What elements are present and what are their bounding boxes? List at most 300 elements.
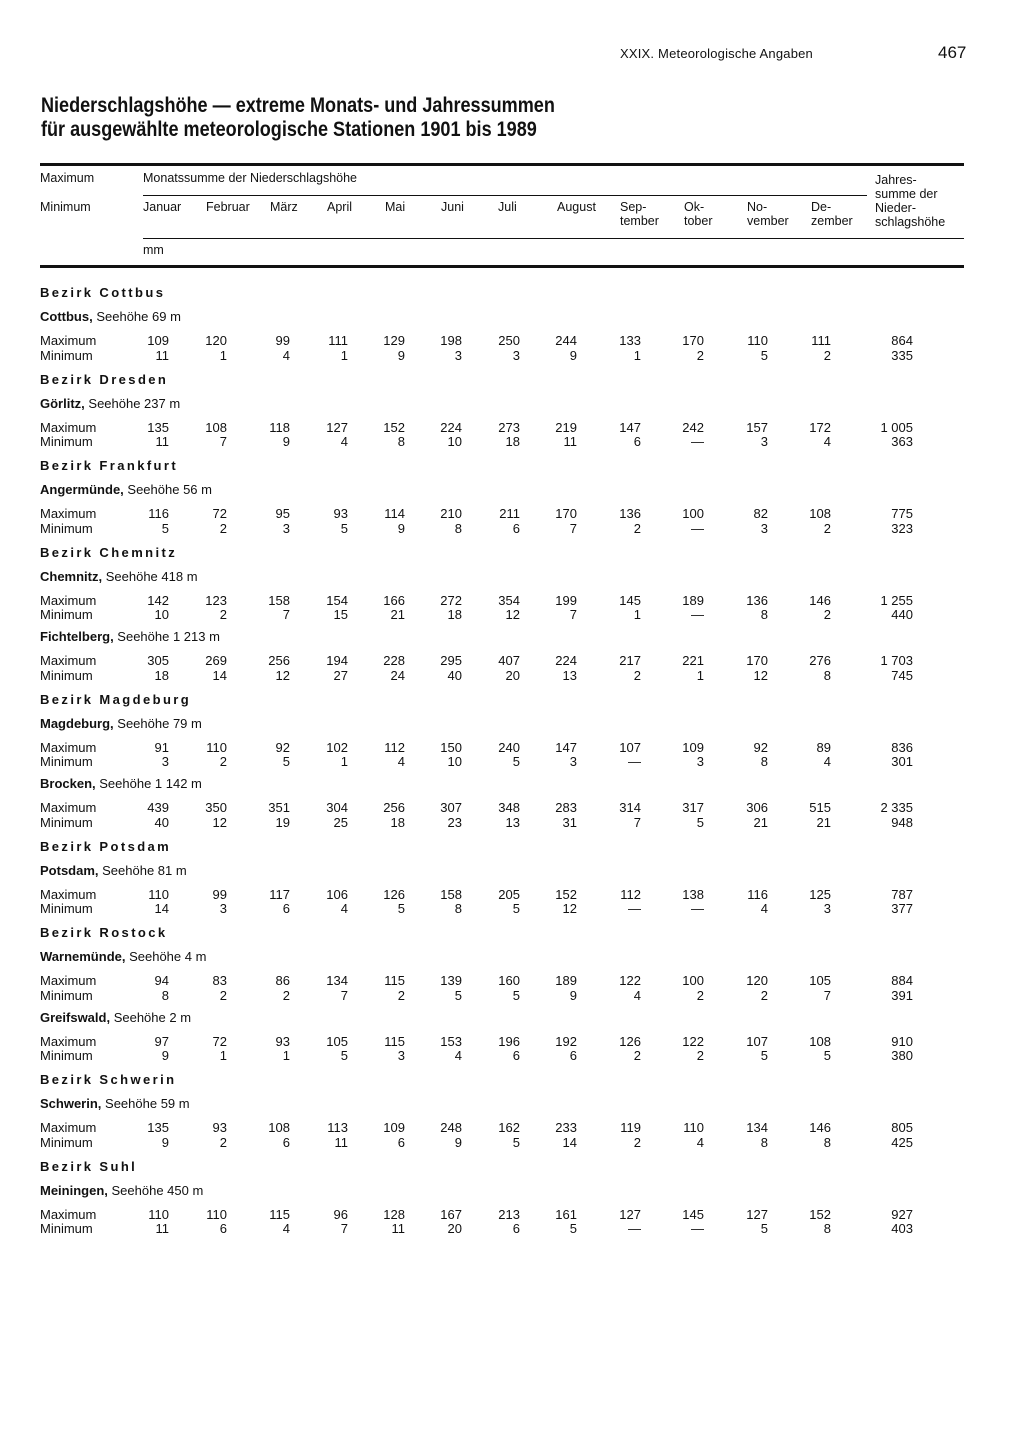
month-header: Juni	[441, 200, 464, 214]
table-cell: 100	[682, 506, 704, 521]
station-heading	[40, 863, 187, 878]
row-label: Maximum	[40, 739, 97, 755]
table-cell: 109	[383, 1120, 405, 1135]
table-cell: 14	[562, 1134, 577, 1150]
table-cell: 4	[340, 901, 348, 916]
table-cell: 72	[212, 1033, 227, 1049]
table-cell: 910	[891, 1033, 913, 1049]
table-cell: 425	[891, 1134, 913, 1150]
table-cell: 1	[219, 347, 227, 363]
table-cell: 5	[760, 347, 768, 363]
table-cell: 109	[147, 333, 169, 348]
table-cell: 93	[275, 1033, 290, 1049]
table-cell: 2	[282, 987, 290, 1003]
month-header: Februar	[206, 200, 250, 214]
row-label: Maximum	[40, 653, 97, 668]
table-cell: 15	[333, 607, 348, 622]
table-cell: 224	[440, 419, 462, 435]
table-row-minimum	[0, 1048, 1024, 1063]
table-cell: 5	[161, 520, 169, 536]
table-cell: 127	[326, 419, 348, 435]
table-cell: 2	[219, 754, 227, 769]
table-cell: 211	[499, 506, 520, 521]
table-cell: 3	[760, 520, 768, 536]
table-cell: 2	[696, 347, 704, 363]
table-cell: 7	[633, 814, 641, 830]
table-cell: 95	[275, 506, 290, 521]
table-cell: 8	[823, 1134, 831, 1150]
table-cell: 145	[682, 1206, 704, 1222]
table-cell: 136	[746, 592, 768, 608]
table-cell: 210	[440, 506, 462, 521]
table-row-minimum	[0, 607, 1024, 622]
month-header: Juli	[498, 200, 517, 214]
table-cell: 3	[823, 901, 831, 916]
table-cell: 108	[205, 419, 227, 435]
table-cell: 150	[440, 739, 462, 755]
station-elevation: Seehöhe 81 m	[98, 862, 187, 878]
table-cell: 5	[823, 1048, 831, 1063]
table-cell: 5	[760, 1048, 768, 1063]
table-cell: 3	[696, 754, 704, 769]
month-header-line2: zember	[811, 214, 853, 228]
table-cell: 2	[760, 987, 768, 1003]
table-cell: 787	[891, 886, 913, 902]
header-annual-4: schlagshöhe	[875, 215, 946, 229]
table-cell: 142	[147, 592, 169, 608]
table-cell: 403	[891, 1221, 913, 1236]
table-cell: 864	[891, 333, 913, 348]
station-name: Schwerin,	[40, 1096, 102, 1111]
table-cell: 515	[809, 800, 831, 815]
table-cell: 8	[454, 520, 462, 536]
table-cell: —	[628, 754, 641, 769]
station-heading	[40, 629, 220, 644]
table-row-minimum	[0, 348, 1024, 363]
table-cell: 3	[397, 1048, 405, 1063]
table-cell: 3	[512, 347, 520, 363]
station-elevation: Seehöhe 2 m	[110, 1009, 192, 1025]
station-heading	[40, 949, 206, 964]
row-label: Maximum	[40, 592, 97, 608]
station-elevation: Seehöhe 1 213 m	[113, 629, 220, 644]
table-cell: 146	[809, 592, 831, 608]
table-cell: —	[691, 434, 704, 449]
table-cell: 107	[619, 739, 641, 755]
table-cell: 9	[161, 1134, 169, 1150]
table-cell: 884	[891, 973, 913, 988]
table-cell: 106	[326, 886, 348, 902]
table-cell: 3	[219, 901, 227, 916]
table-cell: 194	[326, 653, 348, 668]
station-elevation: Seehöhe 79 m	[113, 715, 202, 731]
row-label: Minimum	[40, 1221, 93, 1236]
table-cell: 11	[563, 434, 577, 449]
table-row-minimum	[0, 1221, 1024, 1236]
table-cell: 2	[219, 987, 227, 1003]
table-cell: 2	[397, 987, 405, 1003]
table-cell: 7	[340, 987, 348, 1003]
station-heading	[40, 309, 181, 324]
table-cell: 8	[397, 434, 405, 449]
table-cell: 7	[569, 607, 577, 622]
row-label: Maximum	[40, 886, 97, 902]
table-cell: 4	[282, 1221, 290, 1236]
station-elevation: Seehöhe 59 m	[101, 1096, 190, 1111]
table-cell: 18	[154, 667, 169, 683]
table-row-maximum	[0, 887, 1024, 902]
table-cell: 189	[682, 592, 704, 608]
month-header: Ok-	[684, 200, 705, 214]
table-cell: 12	[753, 667, 768, 683]
table-cell: 11	[155, 347, 169, 363]
table-cell: 5	[397, 901, 405, 916]
station-name: Cottbus,	[40, 309, 93, 324]
month-header: No-	[747, 200, 768, 214]
table-cell: 14	[154, 901, 169, 916]
table-row-minimum	[0, 668, 1024, 683]
table-cell: 11	[155, 1221, 169, 1236]
table-cell: 170	[746, 653, 768, 668]
table-cell: 805	[891, 1120, 913, 1135]
table-cell: 105	[326, 1033, 348, 1049]
table-cell: 118	[269, 419, 290, 435]
table-cell: 11	[391, 1221, 405, 1236]
row-label: Minimum	[40, 1134, 93, 1150]
table-cell: 116	[747, 886, 768, 902]
table-cell: 5	[512, 754, 520, 769]
table-cell: 9	[161, 1048, 169, 1063]
table-cell: 1	[340, 347, 348, 363]
table-cell: 110	[148, 886, 169, 902]
table-row-maximum	[0, 593, 1024, 608]
table-cell: 154	[326, 592, 348, 608]
table-cell: 3	[454, 347, 462, 363]
header-bottom-rule	[40, 265, 964, 268]
table-cell: 228	[383, 653, 405, 668]
table-cell: 12	[275, 667, 290, 683]
table-cell: —	[691, 520, 704, 536]
table-cell: 111	[328, 333, 348, 348]
table-cell: 348	[498, 800, 520, 815]
row-label: Maximum	[40, 973, 97, 988]
table-cell: 273	[498, 419, 520, 435]
table-cell: 363	[891, 434, 913, 449]
row-label: Minimum	[40, 814, 93, 830]
table-cell: 108	[809, 1033, 831, 1049]
table-cell: 23	[447, 814, 462, 830]
table-cell: 93	[333, 506, 348, 521]
table-cell: 2	[633, 1134, 641, 1150]
table-cell: 107	[746, 1033, 768, 1049]
table-cell: 5	[340, 1048, 348, 1063]
table-cell: 157	[746, 419, 768, 435]
table-row-maximum	[0, 420, 1024, 435]
table-cell: 314	[619, 800, 641, 815]
table-row-maximum	[0, 506, 1024, 521]
table-cell: 244	[555, 333, 577, 348]
station-heading	[40, 569, 198, 584]
table-cell: 6	[219, 1221, 227, 1236]
table-cell: 111	[811, 333, 831, 348]
table-cell: 1	[633, 347, 641, 363]
row-label: Minimum	[40, 901, 93, 916]
table-cell: 120	[205, 333, 227, 348]
table-cell: 4	[760, 901, 768, 916]
table-cell: 110	[747, 333, 768, 348]
table-cell: 99	[275, 333, 290, 348]
table-cell: 7	[282, 607, 290, 622]
table-cell: 12	[505, 607, 520, 622]
table-cell: 4	[633, 987, 641, 1003]
table-cell: 248	[440, 1120, 462, 1135]
table-cell: 351	[268, 800, 290, 815]
table-cell: 4	[340, 434, 348, 449]
table-cell: 3	[282, 520, 290, 536]
table-cell: —	[691, 1221, 704, 1236]
table-cell: 8	[760, 754, 768, 769]
table-cell: 123	[205, 592, 227, 608]
table-cell: 5	[512, 1134, 520, 1150]
station-name: Meiningen,	[40, 1182, 108, 1198]
table-cell: 1 255	[880, 592, 913, 608]
table-cell: 110	[206, 739, 227, 755]
table-cell: 109	[682, 739, 704, 755]
row-label: Maximum	[40, 800, 97, 815]
table-cell: 12	[562, 901, 577, 916]
row-label: Minimum	[40, 1048, 93, 1063]
table-cell: 307	[440, 800, 462, 815]
table-cell: 8	[823, 1221, 831, 1236]
table-cell: 89	[816, 739, 831, 755]
table-cell: 5	[696, 814, 704, 830]
table-cell: 110	[206, 1206, 227, 1222]
table-cell: 439	[147, 800, 169, 815]
table-cell: 25	[333, 814, 348, 830]
table-cell: 119	[620, 1120, 641, 1135]
table-cell: 5	[282, 754, 290, 769]
table-cell: 2	[633, 1048, 641, 1063]
table-cell: 122	[682, 1033, 704, 1049]
table-cell: 1 703	[880, 653, 913, 668]
table-cell: 134	[746, 1120, 768, 1135]
table-cell: 112	[384, 739, 405, 755]
table-cell: 295	[440, 653, 462, 668]
table-cell: 102	[326, 739, 348, 755]
table-cell: 6	[569, 1048, 577, 1063]
table-cell: 5	[760, 1221, 768, 1236]
table-cell: 122	[619, 973, 641, 988]
station-name: Greifswald,	[40, 1009, 111, 1025]
table-cell: 9	[282, 434, 290, 449]
table-cell: 272	[440, 592, 462, 608]
table-cell: 10	[154, 607, 169, 622]
table-cell: 198	[440, 333, 462, 348]
table-cell: 126	[383, 886, 405, 902]
station-name: Magdeburg,	[40, 715, 114, 731]
table-cell: 86	[275, 973, 290, 988]
station-heading	[40, 776, 202, 791]
table-cell: 8	[823, 667, 831, 683]
table-cell: 96	[333, 1206, 348, 1222]
table-cell: 1	[219, 1048, 227, 1063]
table-cell: 4	[397, 754, 405, 769]
table-cell: 2	[823, 347, 831, 363]
table-cell: 8	[161, 987, 169, 1003]
table-cell: 3	[760, 434, 768, 449]
station-elevation: Seehöhe 1 142 m	[95, 776, 202, 791]
table-cell: 172	[809, 419, 831, 435]
table-cell: 775	[891, 506, 913, 521]
table-cell: 1 005	[880, 419, 913, 435]
table-cell: 9	[397, 347, 405, 363]
table-cell: 317	[682, 800, 704, 815]
station-name: Warnemünde,	[40, 949, 126, 964]
district-heading: Bezirk Dresden	[40, 371, 169, 387]
district-heading: Bezirk Cottbus	[40, 285, 166, 300]
table-cell: 10	[447, 754, 462, 769]
table-cell: 2	[633, 520, 641, 536]
table-cell: 82	[753, 506, 768, 521]
table-cell: 354	[498, 592, 520, 608]
table-cell: 2	[823, 607, 831, 622]
table-cell: 115	[384, 1033, 405, 1049]
table-cell: 9	[454, 1134, 462, 1150]
table-cell: 6	[397, 1134, 405, 1150]
table-cell: 2	[219, 1134, 227, 1150]
station-name: Chemnitz,	[40, 568, 103, 584]
table-cell: 146	[809, 1120, 831, 1135]
table-cell: 306	[746, 800, 768, 815]
table-cell: 120	[746, 973, 768, 988]
table-cell: 13	[562, 667, 577, 683]
table-cell: 18	[505, 434, 520, 449]
table-cell: 11	[334, 1134, 348, 1150]
running-head: XXIX. Meteorologische Angaben	[620, 46, 813, 61]
table-cell: 40	[154, 814, 169, 830]
table-cell: 4	[454, 1048, 462, 1063]
header-monthly-sum: Monatssumme der Niederschlagshöhe	[143, 171, 357, 185]
row-label: Maximum	[40, 1120, 97, 1135]
table-cell: 158	[440, 886, 462, 902]
table-cell: 99	[212, 886, 227, 902]
row-label: Maximum	[40, 333, 97, 348]
table-cell: 196	[498, 1033, 520, 1049]
table-cell: 83	[212, 973, 227, 988]
district-heading: Bezirk Frankfurt	[40, 458, 179, 473]
title-line-1: Niederschlagshöhe — extreme Monats- und Jahressummen	[41, 94, 555, 117]
table-cell: 152	[809, 1206, 831, 1222]
table-cell: 21	[390, 607, 405, 622]
table-cell: 129	[383, 333, 405, 348]
table-cell: 147	[555, 739, 577, 755]
table-cell: 4	[823, 754, 831, 769]
table-cell: 167	[440, 1206, 462, 1222]
table-cell: 948	[891, 814, 913, 830]
table-cell: 112	[620, 886, 641, 902]
table-cell: 116	[148, 506, 169, 521]
table-cell: 27	[333, 667, 348, 683]
table-cell: 152	[555, 886, 577, 902]
table-cell: 2	[696, 987, 704, 1003]
row-label: Maximum	[40, 506, 97, 521]
table-cell: 31	[562, 814, 577, 830]
table-cell: 10	[447, 434, 462, 449]
header-maximum: Maximum	[40, 171, 95, 185]
table-cell: 2 335	[880, 800, 913, 815]
month-header-line2: tober	[684, 214, 713, 228]
header-annual-1: Jahres-	[875, 173, 917, 187]
station-heading	[40, 1010, 191, 1025]
station-elevation: Seehöhe 56 m	[123, 482, 212, 497]
table-cell: 407	[498, 653, 520, 668]
table-cell: 127	[746, 1206, 768, 1222]
table-cell: 224	[555, 653, 577, 668]
table-cell: 192	[555, 1033, 577, 1049]
table-row-minimum	[0, 1135, 1024, 1150]
month-header: April	[327, 200, 353, 214]
table-row-minimum	[0, 988, 1024, 1003]
table-cell: 162	[498, 1120, 520, 1135]
table-cell: 199	[555, 592, 577, 608]
table-cell: 20	[505, 667, 520, 683]
table-cell: 9	[569, 987, 577, 1003]
table-cell: 126	[619, 1033, 641, 1049]
table-cell: 5	[569, 1221, 577, 1236]
table-cell: 3	[161, 754, 169, 769]
table-cell: 7	[569, 520, 577, 536]
table-cell: 40	[447, 667, 462, 683]
table-cell: 7	[219, 434, 227, 449]
district-heading: Bezirk Chemnitz	[40, 544, 178, 560]
table-cell: 745	[891, 667, 913, 683]
table-cell: 92	[753, 739, 768, 755]
district-heading: Bezirk Schwerin	[40, 1072, 177, 1087]
table-cell: 19	[275, 814, 290, 830]
table-cell: 115	[269, 1206, 290, 1222]
table-row-maximum	[0, 800, 1024, 815]
table-cell: 20	[447, 1221, 462, 1236]
row-label: Minimum	[40, 987, 93, 1003]
table-row-maximum	[0, 740, 1024, 755]
district-heading: Bezirk Suhl	[40, 1158, 138, 1174]
title-line-2: für ausgewählte meteorologische Stationen 1901 bis 1989	[41, 118, 537, 141]
table-row-maximum	[0, 1207, 1024, 1222]
station-name: Angermünde,	[40, 482, 124, 497]
row-label: Minimum	[40, 434, 93, 449]
table-row-maximum	[0, 1034, 1024, 1049]
table-cell: 14	[212, 667, 227, 683]
table-cell: 240	[498, 739, 520, 755]
station-elevation: Seehöhe 450 m	[107, 1182, 204, 1198]
table-cell: 108	[809, 506, 831, 521]
table-cell: 100	[682, 973, 704, 988]
table-cell: 6	[282, 901, 290, 916]
month-header-line2: tember	[620, 214, 659, 228]
table-cell: 147	[619, 419, 641, 435]
table-cell: 21	[753, 814, 768, 830]
table-cell: 115	[384, 973, 405, 988]
table-cell: 380	[891, 1048, 913, 1063]
station-heading	[40, 1096, 190, 1111]
table-cell: 269	[205, 653, 227, 668]
table-cell: 377	[891, 901, 913, 916]
row-label: Maximum	[40, 1206, 97, 1222]
table-cell: 4	[696, 1134, 704, 1150]
district-heading: Bezirk Magdeburg	[40, 691, 192, 707]
table-cell: 145	[619, 592, 641, 608]
station-heading	[40, 1183, 203, 1198]
